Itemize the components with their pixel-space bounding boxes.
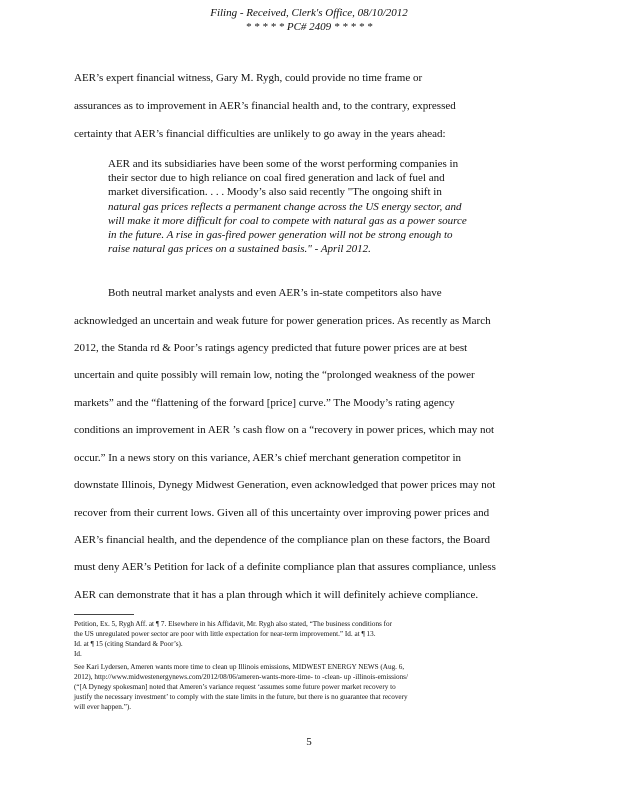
quote-line: raise natural gas prices on a sustained basis." - April 2012. [108,243,371,256]
blockquote [108,157,528,256]
quote-line: AER and its subsidiaries have been some of the worst performing companies in [108,158,459,170]
quote-line: market diversification. . . . Moody’s also said recently "The ongoing shift in [108,186,442,199]
filing-stamp-line: Filing - Received, Clerk's Office, 08/10/2012 [210,7,408,19]
footnote-line: the US unregulated power sector are poor with little expectation for near-term improvement.” Id. at ¶ 13. [74,630,376,638]
body-line: conditions an improvement in AER ’s cash flow on a “recovery in power prices, which may not [74,424,495,436]
body-line: recover from their current lows. Given all of this uncertainty over improving power prices and [74,507,490,519]
body-line: certainty that AER’s financial difficulties are unlikely to go away in the years ahead: [74,128,446,140]
footnote-line: will ever happen.”). [74,703,132,711]
footnote-line: Id. at ¶ 15 (citing Standard & Poor’s). [74,640,183,648]
page-number: 5 [306,736,312,748]
body-line: Both neutral market analysts and even AER’s in-state competitors also have [108,287,442,299]
body-line: uncertain and quite possibly will remain low, noting the “prolonged weakness of the power [74,369,475,381]
body-line: downstate Illinois, Dynegy Midwest Generation, even acknowledged that power prices may not [74,479,496,491]
body-line: occur.” In a news story on this variance, AER’s chief merchant generation competitor in [74,452,462,464]
quote-line: will make it more difficult for coal to compete with natural gas as a power source [108,214,467,227]
quote-line: natural gas prices reflects a permanent change across the US energy sector, and [108,200,462,213]
filing-header [0,6,618,34]
body-line: assurances as to improvement in AER’s financial health and, to the contrary, expressed [74,100,456,112]
quote-line: in the future. A rise in gas-fired power generation will not be strong enough to [108,229,453,242]
footnote-divider [74,614,134,615]
body-line: must deny AER’s Petition for lack of a definite compliance plan that assures compliance, unless [74,561,496,573]
footnote-line: (“[A Dynegy spokesman] noted that Ameren’s variance request ‘assumes some future power market recovery to [74,683,396,691]
pc-number-line: * * * * * PC# 2409 * * * * * [245,21,373,33]
quote-line: their sector due to high reliance on coal fired generation and lack of fuel and [108,172,445,185]
footnote-line: See Kari Lydersen, Ameren wants more time to clean up Illinois emissions, MIDWEST ENERGY NEWS (Aug. 6, [74,663,405,671]
body-line: markets” and the “flattening of the forward [price] curve.” The Moody’s rating agency [74,397,455,409]
body-line: acknowledged an uncertain and weak future for power generation prices. As recently as March [74,315,491,327]
body-line: AER’s expert financial witness, Gary M. Rygh, could provide no time frame or [74,72,423,84]
body-line: 2012, the Standa rd & Poor’s ratings agency predicted that future power prices are at best [74,342,468,354]
footnote-line: justify the necessary investment’ to comply with the state limits in the future, but there is no guarantee that recovery [74,693,408,701]
body-line: AER’s financial health, and the dependence of the compliance plan on these factors, the Board [74,534,491,546]
footnote-line: Petition, Ex. 5, Rygh Aff. at ¶ 7. Elsewhere in his Affidavit, Mr. Rygh also stated, “The business conditions for [74,620,393,628]
body-line: AER can demonstrate that it has a plan through which it will definitely achieve compliance. [74,589,479,601]
footnote-line: Id. [74,650,82,658]
footnote-line: 2012), http://www.midwestenergynews.com/2012/08/06/ameren-wants-more-time- to -clean- up -illinois-emissions/ [74,673,408,681]
